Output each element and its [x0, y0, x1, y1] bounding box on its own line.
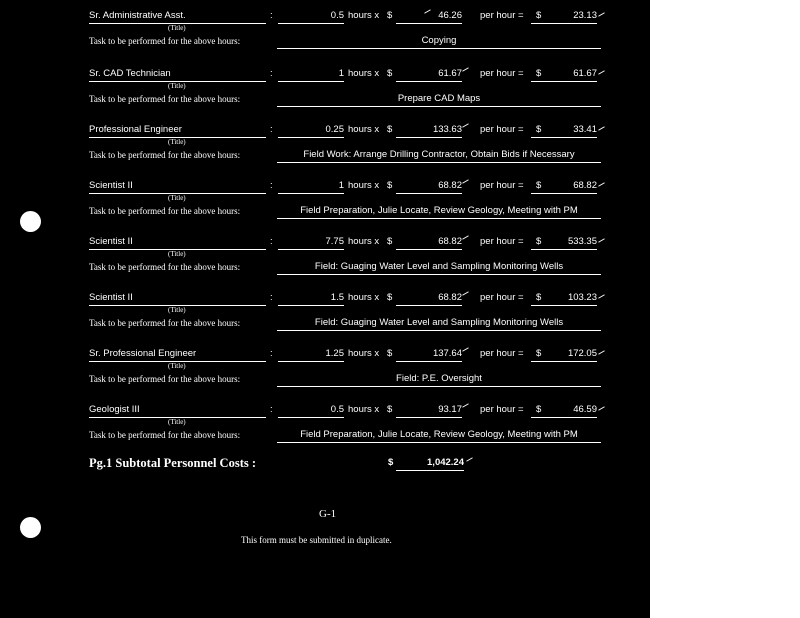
task-label: Task to be performed for the above hours: — [89, 94, 241, 104]
task-label: Task to be performed for the above hours: — [89, 206, 241, 216]
hourly-rate-field: 61.67 — [396, 67, 462, 82]
dollar-sign: $ — [387, 180, 393, 191]
dollar-sign: $ — [536, 404, 542, 415]
task-description-field: Field: P.E. Oversight — [277, 372, 601, 387]
per-hour-text: per hour = — [480, 236, 524, 247]
task-label: Task to be performed for the above hours: — [89, 36, 241, 46]
hours-x-text: hours x — [348, 292, 380, 303]
check-mark — [598, 406, 605, 410]
dollar-sign: $ — [536, 292, 542, 303]
check-mark — [462, 403, 469, 407]
hourly-rate-field: 137.64 — [396, 347, 462, 362]
dollar-sign: $ — [387, 404, 393, 415]
check-mark — [466, 457, 473, 461]
per-hour-text: per hour = — [480, 404, 524, 415]
row-total-field: 33.41 — [531, 123, 597, 138]
hours-field: 1.25 — [278, 347, 344, 362]
hours-x-text: hours x — [348, 68, 380, 79]
position-title-field: Professional Engineer — [89, 123, 266, 138]
dollar-sign: $ — [387, 124, 393, 135]
subtotal-value: 1,042.24 — [396, 456, 464, 471]
position-title-field: Scientist II — [89, 291, 266, 306]
colon-text: : — [270, 124, 273, 135]
check-mark — [462, 347, 469, 351]
per-hour-text: per hour = — [480, 180, 524, 191]
check-mark — [462, 179, 469, 183]
row-total-field: 68.82 — [531, 179, 597, 194]
row-total-field: 46.59 — [531, 403, 597, 418]
position-title-field: Sr. Professional Engineer — [89, 347, 266, 362]
check-mark — [598, 294, 605, 298]
check-mark — [462, 235, 469, 239]
hours-x-text: hours x — [348, 124, 380, 135]
task-label: Task to be performed for the above hours: — [89, 374, 241, 384]
title-caption: (Title) — [168, 24, 186, 32]
dollar-sign: $ — [536, 124, 542, 135]
hours-field: 1.5 — [278, 291, 344, 306]
check-mark — [462, 67, 469, 71]
hours-field: 1 — [278, 67, 344, 82]
task-description-field: Field: Guaging Water Level and Sampling Monitoring Wells — [277, 260, 601, 275]
task-label: Task to be performed for the above hours: — [89, 430, 241, 440]
dollar-sign: $ — [536, 10, 542, 21]
title-caption: (Title) — [168, 82, 186, 90]
title-caption: (Title) — [168, 418, 186, 426]
task-description-field: Field Preparation, Julie Locate, Review Geology, Meeting with PM — [277, 428, 601, 443]
task-label: Task to be performed for the above hours: — [89, 150, 241, 160]
per-hour-text: per hour = — [480, 292, 524, 303]
hourly-rate-field: 93.17 — [396, 403, 462, 418]
dollar-sign: $ — [536, 236, 542, 247]
hours-field: 0.5 — [278, 403, 344, 418]
hourly-rate-field: 68.82 — [396, 291, 462, 306]
hours-x-text: hours x — [348, 180, 380, 191]
colon-text: : — [270, 236, 273, 247]
hourly-rate-field: 68.82 — [396, 179, 462, 194]
row-total-field: 533.35 — [531, 235, 597, 250]
per-hour-text: per hour = — [480, 10, 524, 21]
position-title-field: Sr. CAD Technician — [89, 67, 266, 82]
colon-text: : — [270, 348, 273, 359]
row-total-field: 61.67 — [531, 67, 597, 82]
check-mark — [462, 291, 469, 295]
dollar-sign: $ — [387, 292, 393, 303]
dollar-sign: $ — [536, 348, 542, 359]
hours-field: 7.75 — [278, 235, 344, 250]
task-description-field: Copying — [277, 34, 601, 49]
per-hour-text: per hour = — [480, 124, 524, 135]
task-label: Task to be performed for the above hours: — [89, 318, 241, 328]
position-title-field: Geologist III — [89, 403, 266, 418]
title-caption: (Title) — [168, 306, 186, 314]
position-title-field: Scientist II — [89, 235, 266, 250]
row-total-field: 103.23 — [531, 291, 597, 306]
position-title-field: Scientist II — [89, 179, 266, 194]
hours-field: 1 — [278, 179, 344, 194]
hours-field: 0.25 — [278, 123, 344, 138]
colon-text: : — [270, 10, 273, 21]
check-mark — [598, 238, 605, 242]
dollar-sign: $ — [536, 68, 542, 79]
punch-hole — [20, 517, 41, 538]
title-caption: (Title) — [168, 362, 186, 370]
hours-x-text: hours x — [348, 404, 380, 415]
dollar-sign: $ — [536, 180, 542, 191]
colon-text: : — [270, 68, 273, 79]
title-caption: (Title) — [168, 250, 186, 258]
task-description-field: Field Work: Arrange Drilling Contractor, Obtain Bids if Necessary — [277, 148, 601, 163]
hourly-rate-field: 68.82 — [396, 235, 462, 250]
per-hour-text: per hour = — [480, 68, 524, 79]
colon-text: : — [270, 404, 273, 415]
dollar-sign: $ — [387, 348, 393, 359]
hours-x-text: hours x — [348, 10, 380, 21]
task-description-field: Prepare CAD Maps — [277, 92, 601, 107]
footer-note: This form must be submitted in duplicate. — [241, 535, 392, 545]
check-mark — [598, 12, 605, 16]
task-description-field: Field: Guaging Water Level and Sampling Monitoring Wells — [277, 316, 601, 331]
row-total-field: 172.05 — [531, 347, 597, 362]
title-caption: (Title) — [168, 138, 186, 146]
hourly-rate-field: 133.63 — [396, 123, 462, 138]
check-mark — [598, 350, 605, 354]
hours-x-text: hours x — [348, 236, 380, 247]
subtotal-label: Pg.1 Subtotal Personnel Costs : — [89, 456, 257, 470]
hourly-rate-field: 46.26 — [396, 9, 462, 24]
punch-hole — [20, 211, 41, 232]
check-mark — [598, 182, 605, 186]
task-description-field: Field Preparation, Julie Locate, Review Geology, Meeting with PM — [277, 204, 601, 219]
task-label: Task to be performed for the above hours: — [89, 262, 241, 272]
check-mark — [462, 123, 469, 127]
check-mark — [598, 126, 605, 130]
per-hour-text: per hour = — [480, 348, 524, 359]
dollar-sign: $ — [387, 236, 393, 247]
dollar-sign: $ — [388, 457, 394, 468]
page-number: G-1 — [319, 508, 337, 520]
hours-field: 0.5 — [278, 9, 344, 24]
check-mark — [598, 70, 605, 74]
colon-text: : — [270, 180, 273, 191]
colon-text: : — [270, 292, 273, 303]
title-caption: (Title) — [168, 194, 186, 202]
row-total-field: 23.13 — [531, 9, 597, 24]
hours-x-text: hours x — [348, 348, 380, 359]
dollar-sign: $ — [387, 68, 393, 79]
dollar-sign: $ — [387, 10, 393, 21]
position-title-field: Sr. Administrative Asst. — [89, 9, 266, 24]
